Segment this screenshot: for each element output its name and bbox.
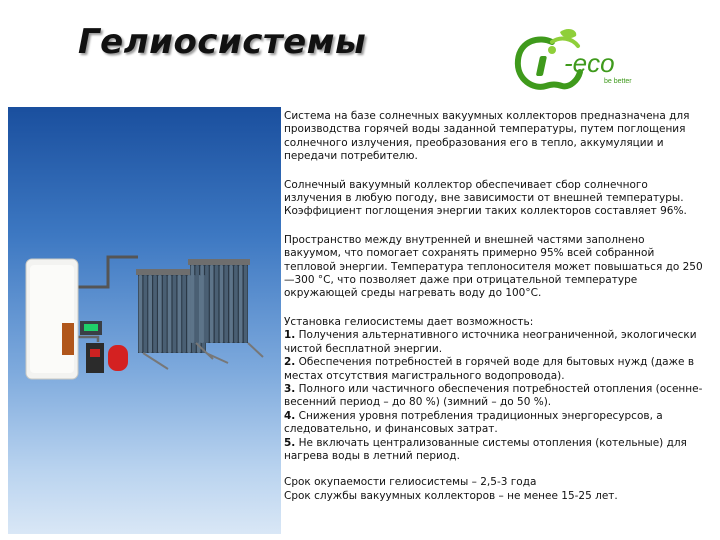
service-life: Срок службы вакуумных коллекторов – не менее 15-25 лет. xyxy=(284,489,618,502)
vacuum-tube xyxy=(195,265,199,343)
paragraph-vacuum: Пространство между внутренней и внешней частями заполнено вакуумом, что помогает сохранять примерно 95% всей собранной тепловой энергии. Температура теплоносителя может повышаться до 250—300 °С, что позволяет даже при отрицательной температуре окружающей среды нагревать воду до 100°С. xyxy=(284,233,703,300)
description-text xyxy=(284,110,704,503)
vacuum-tube xyxy=(224,265,228,343)
vacuum-tube xyxy=(215,265,219,343)
paragraph-collector: Солнечный вакуумный коллектор обеспечивает сбор солнечного излучения в любую погоду, вне зависимости от внешней температуры. Коэффициент поглощения энергии таких коллекторов составляет 96%. xyxy=(284,178,687,218)
list-item: 3. Полного или частичного обеспечения потребностей отопления (осенне-весенний период – до 80 %) (зимний – до 50 %). xyxy=(284,382,703,409)
vacuum-tube xyxy=(148,275,152,353)
logo-brand: -eco xyxy=(564,48,615,78)
vacuum-tube xyxy=(163,275,167,353)
vacuum-tube xyxy=(239,265,243,343)
paragraph-purpose: Система на базе солнечных вакуумных коллекторов предназначена для производства горячей воды заданной температуры, путем поглощения солнечного излучения, преобразования его в тепло, аккумуляции и передачи потребителю. xyxy=(284,110,690,163)
benefits-intro: Установка гелиосистемы дает возможность: xyxy=(284,315,534,328)
slide-title: Гелиосистемы xyxy=(78,22,367,62)
vacuum-tube xyxy=(200,265,204,343)
list-item: 5. Не включать централизованные системы отопления (котельные) для нагрева воды в летний период. xyxy=(284,436,687,462)
vacuum-tube xyxy=(139,275,143,353)
payback-period: Срок окупаемости гелиосистемы – 2,5-3 года xyxy=(284,476,537,489)
vacuum-tube xyxy=(244,265,248,343)
list-item: 4. Снижения уровня потребления традиционных энергоресурсов, а следовательно, и финансовых затрат. xyxy=(284,409,663,436)
vacuum-tube xyxy=(173,275,177,353)
solar-water-heater-photo xyxy=(8,107,281,534)
benefits-list xyxy=(284,316,704,463)
vacuum-tube xyxy=(220,265,224,343)
vacuum-tube xyxy=(158,275,162,353)
vacuum-tube xyxy=(182,275,186,353)
vacuum-tube xyxy=(210,265,214,343)
list-item: 1. Получения альтернативного источника неограниченной, экологически чистой бесплатной энергии. xyxy=(284,329,697,355)
vacuum-tube xyxy=(144,275,148,353)
list-item: 2. Обеспечения потребностей в горячей воде для бытовых нужд (даже в местах отсутствия магистрального водопровода). xyxy=(284,356,695,382)
vacuum-tube xyxy=(168,275,172,353)
logo-tagline: be better xyxy=(604,78,632,85)
vacuum-tube xyxy=(187,275,191,353)
vacuum-tube xyxy=(153,275,157,353)
vacuum-tube xyxy=(191,265,195,343)
vacuum-tube xyxy=(229,265,233,343)
ieco-logo xyxy=(512,28,662,92)
vacuum-tube xyxy=(234,265,238,343)
vacuum-tube xyxy=(178,275,182,353)
vacuum-tube xyxy=(205,265,209,343)
